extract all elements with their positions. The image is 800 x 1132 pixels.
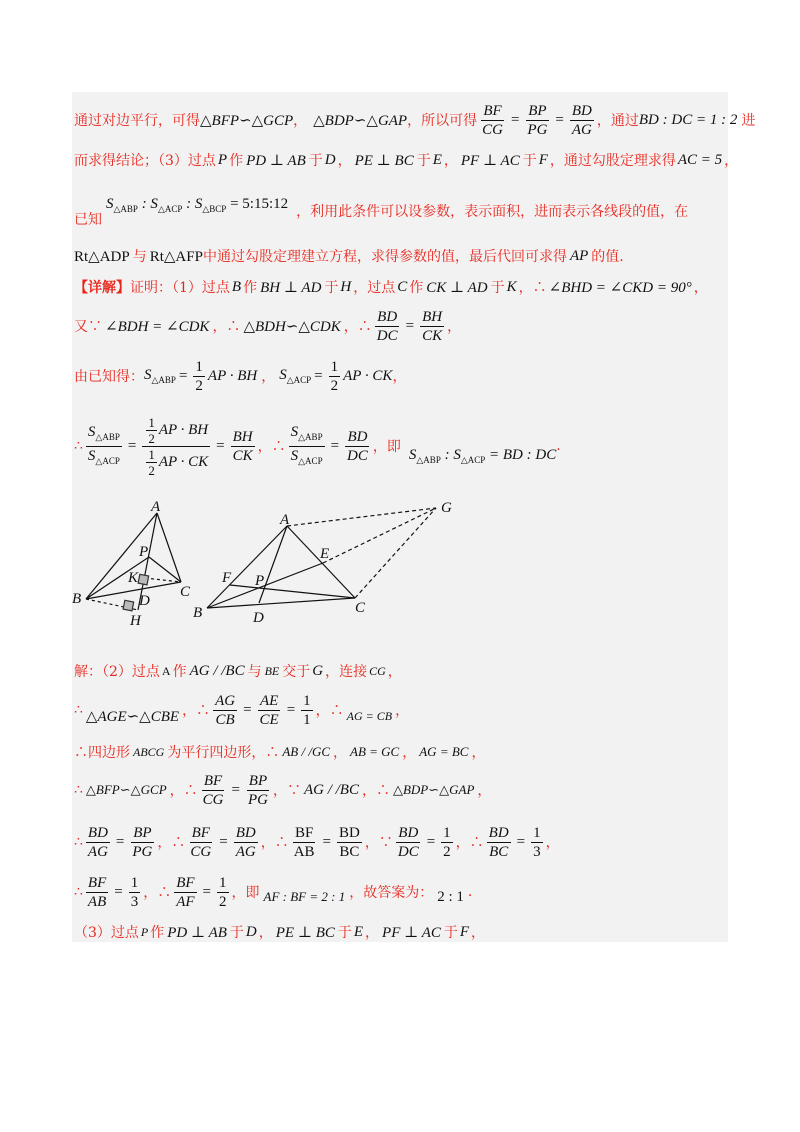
text: ，∴ [518,280,547,296]
math: △AGE∽△CBE [85,708,180,725]
text: 交于 [282,664,311,680]
label-K: K [128,570,139,586]
math: Rt△ADP [74,248,130,265]
text: 已知 [74,212,102,228]
math: E [432,151,442,168]
text: ，∴ [343,319,372,335]
math: PE ⊥ BC [275,924,335,941]
math: H [340,278,352,295]
fraction: $\frac{BD}{BC}$ [488,824,509,860]
label-C: C [180,584,191,600]
text: 作 [243,280,258,296]
text: 进 [741,113,756,129]
text: 而求得结论；（3）过点 [74,153,216,169]
math: BH ⊥ AD [260,279,322,296]
fraction: $\frac{BF}{AB}$ [87,874,107,910]
text: ，所以可得 [407,113,478,129]
text: . [467,884,473,900]
line-7: 由已知得： $S_{\triangle ABP}$ = $\frac{1}{2}$ AP · BH ， $S_{\triangle ACP}$ = $\frac{1}{2}$ AP · CK ， [74,358,407,394]
fraction: $\frac{BF}{AB}$ [293,824,315,860]
fraction: $\frac{AG}{CB}$ [215,692,236,728]
fraction: $\frac{BP}{PG}$ [527,102,548,138]
text: ， [443,153,458,169]
text: 于 [443,925,458,941]
fraction: $\frac{BP}{PG}$ [247,772,268,808]
math: BD : DC = 1 : 2 [638,111,738,128]
area-ratio: $S_{\triangle ABP}$ : $S_{\triangle ACP}$ : $S_{\triangle BCP}$ = 5:15:12 [106,195,289,214]
text: ∴ [74,884,83,900]
math: AP · BH [207,367,258,384]
line-9 [74,659,402,683]
fraction: $\frac{1}{2}$ [219,874,227,910]
line-12: ∴ △BFP∽△GCP ，∴ $\frac{BF}{CG}$ = $\frac{BP}{PG}$ ，∵ AG / /BC ，∴ △BDP∽△GAP ， [74,772,492,808]
fraction: $\frac{1}{2}$ [443,824,451,860]
text: ，即 [231,885,260,901]
math: △BFP∽△GCP [85,782,167,797]
text: ， [333,745,348,761]
figure-1 [86,513,181,611]
text: 于 [490,280,505,296]
math: AB = GC [350,744,400,759]
fraction: $\frac{1}{2}$ [195,358,203,394]
line-2 [74,148,738,172]
math: K [506,278,517,295]
fraction: $\frac{1}{3}$ [533,824,541,860]
math: BE [264,663,280,678]
fraction: $\frac{BD}{DC}$ [376,308,398,344]
fraction: $\frac{BD}{DC}$ [347,428,368,464]
text: 中通过勾股定理建立方程，求得参数的值，最后代回可求得 [202,249,567,265]
label-F: F [222,570,232,586]
label-B: B [193,605,203,621]
math: AG / /BC [189,662,245,679]
text: 与 [247,664,262,680]
text: ， [471,745,486,761]
text: ，∴ [260,835,289,851]
section-label: 【详解】 [74,280,130,296]
math: AG = BC [419,744,469,759]
text: ， [402,745,417,761]
math: D [245,923,257,940]
label-G: G [441,500,452,516]
label-D: D [253,610,264,626]
math: AP · CK [343,367,393,384]
text: ，即 [372,439,401,455]
fraction: $\frac{AE}{CE}$ [259,692,279,728]
math: △BFP∽△GCP [200,112,294,129]
fraction: $\frac{BF}{CG}$ [190,824,212,860]
math: AF : BF = 2 : 1 [263,889,346,904]
text: ，通过勾股定理求得 [549,153,676,169]
line-15 [74,920,485,944]
text: ，∴ [169,783,198,799]
text: （3）过点 [74,925,139,941]
fraction: $\frac{1}{2}$ [330,358,339,394]
fraction: $\frac{BF}{AF}$ [176,874,195,910]
math: AG = CB [346,708,393,723]
math: P [140,924,149,939]
math: PD ⊥ AB [246,152,306,169]
text: ， [293,113,308,129]
math: B [231,278,242,295]
text: ，∴ [455,835,484,851]
math: E [353,923,364,940]
text: 于 [522,153,537,169]
text: 解：（2）过点 [74,664,160,680]
fraction: $\frac{1}{1}$ [303,692,311,728]
label-H: H [130,613,141,629]
math: A [161,663,171,678]
text: 为平行四边形，∴ [167,745,280,761]
math: 2 : 1 [437,888,464,905]
label-C: C [355,600,366,616]
text: ∴ [74,782,83,798]
line-6: 又∵ ∠BDH = ∠CDK ，∴ △BDH∽△CDK ，∴ $\frac{BD}{DC}$ = $\frac{BH}{CK}$ ， [74,308,462,344]
text: ， [477,783,492,799]
text: ， [337,153,352,169]
math: PF ⊥ AC [382,924,441,941]
text: ， [395,703,410,719]
text: ，∴ [361,783,390,799]
math: G [312,662,324,679]
text: ∴四边形 [74,745,130,761]
label-A: A [280,512,290,528]
text: ， [258,925,273,941]
text: 于 [308,153,323,169]
label-P: P [139,544,149,560]
line-1: 通过对边平行，可得 △BFP∽△GCP ， △BDP∽△GAP ，所以可得 $\frac{BF}{CG}$ = $\frac{BP}{PG}$ = $\frac{BD}{AG}$ ，通过 BD : DC = 1 : 2 进 [74,102,756,138]
text: ， [392,369,407,385]
fraction: $\frac{BD}{BC}$ [339,824,360,860]
label-P: P [255,573,265,589]
text: ，通过 [596,113,639,129]
math: △BDP∽△GAP [392,782,475,797]
text: 作 [229,153,244,169]
text: . [556,438,561,454]
text: ，连接 [325,664,368,680]
math: AC = 5 [677,151,723,168]
fraction: $\frac{BD}{AG}$ [87,824,108,860]
text: ，过点 [353,280,396,296]
label-A: A [151,499,161,515]
text: 于 [324,280,339,296]
text: ∴ [74,438,83,454]
text: 与 [132,249,147,265]
text: ， [545,835,560,851]
fraction: $\frac{BH}{CK}$ [232,428,253,464]
line-4 [74,244,624,268]
text: ，∴ [157,835,186,851]
text: ，∴ [182,703,211,719]
fraction: $\frac{S_{\triangle ABP}}{S_{\triangle ACP}}$ [290,423,323,466]
math: F [459,923,470,940]
math: C [397,278,408,295]
fraction: $\frac{BF}{CG}$ [202,772,224,808]
text: ， [261,369,276,385]
text: 证明：（1）过点 [130,280,230,296]
line-14: ∴ $\frac{BF}{AB}$ = $\frac{1}{3}$ ，∴ $\frac{BF}{AF}$ = $\frac{1}{2}$ ，即 AF : BF = 2 : 1 ，故答案为： 2 : 1 . [74,874,473,910]
text: 于 [416,153,431,169]
fraction: $\frac{BD}{AG}$ [571,102,592,138]
math: AP [569,247,589,264]
fraction: $\frac{BP}{PG}$ [132,824,153,860]
fraction: $\frac{BH}{CK}$ [422,308,443,344]
fraction: $\frac{BF}{CG}$ [482,102,503,138]
line-10: ∴ △AGE∽△CBE ，∴ $\frac{AG}{CB}$ = $\frac{AE}{CE}$ = $\frac{1}{1}$ ，∴ AG = CB ， [74,692,410,728]
math: AG / /BC [303,781,359,798]
math: $S_{\triangle ABP}$ [144,366,176,385]
math: △BDP∽△GAP [313,112,408,129]
label-B: B [72,591,82,607]
math: $S_{\triangle ABP}$ : $S_{\triangle ACP}$ = BD : DC [408,446,557,465]
math: PD ⊥ AB [167,924,227,941]
text: 通过对边平行，可得 [74,113,200,129]
compound-fraction: $\frac{1}{2}$ AP · BH $\frac{1}{2}$ AP · CK [142,415,210,478]
math: F [538,151,548,168]
text: ，∴ [257,439,286,455]
math: ∠BDH = ∠CDK [105,318,210,335]
math: PF ⊥ AC [460,152,520,169]
text: ， [471,925,486,941]
line-8: ∴ $\frac{S_{\triangle ABP}}{S_{\triangle ACP}}$ = $\frac{1}{2}$ AP · BH $\frac{1}{2}$ AP · CK = $\frac{BH}{CK}$ ，∴ $\frac{S_{\triangle ABP}}{S_{\triangle ACP}}$ = $\frac{BD}{DC}$ ，即 $S_{\triangle ABP}$ : $S_{\triangle ACP}$ = BD : DC . [74,414,561,478]
text: ， [365,925,380,941]
math: CG [369,663,386,678]
line-3 [74,194,688,228]
math: D [324,151,336,168]
text: 的值. [591,249,624,265]
fraction: $\frac{S_{\triangle ABP}}{S_{\triangle ACP}}$ [87,423,120,466]
math: PE ⊥ BC [354,152,414,169]
fraction: $\frac{BD}{AG}$ [235,824,256,860]
fraction: $\frac{BD}{DC}$ [397,824,419,860]
text: ，利用此条件可以设参数，表示面积，进而表示各线段的值，在 [296,204,689,220]
text: ， [724,153,739,169]
text: 作 [172,664,187,680]
math: ∠BHD = ∠CKD = 90° [548,279,692,296]
line-5 [74,276,708,298]
math: △BDH∽△CDK [243,318,341,335]
math: Rt△AFP [149,248,203,265]
text: 作 [409,280,424,296]
line-13: ∴ $\frac{BD}{AG}$ = $\frac{BP}{PG}$ ，∴ $\frac{BF}{CG}$ = $\frac{BD}{AG}$ ，∴ $\frac{BF}{AB}$ = $\frac{BD}{BC}$ ，∵ $\frac{BD}{DC}$ = $\frac{1}{2}$ ，∴ $\frac{BD}{BC}$ = $\frac{1}{3}$ ， [74,824,560,860]
text: ∴ [74,834,83,850]
line-11 [74,740,485,764]
text: ，∴ [315,703,344,719]
text: 于 [337,925,352,941]
math: $S_{\triangle ACP}$ [279,366,312,385]
math: ABCG [133,744,165,759]
text: 于 [229,925,244,941]
text: ，故答案为： [349,885,434,901]
text: 由已知得： [74,369,144,385]
fraction: $\frac{1}{3}$ [130,874,139,910]
text: ， [693,280,708,296]
text: ，∵ [364,835,393,851]
math: AB / /GC [282,744,331,759]
text: 又∵ [74,319,102,335]
text: ，∴ [143,885,172,901]
text: ， [447,319,462,335]
math: CK ⊥ AD [426,279,488,296]
label-E: E [320,546,330,562]
text: ∴ [74,702,83,718]
label-D: D [139,593,150,609]
text: ， [387,664,402,680]
math: P [217,151,228,168]
text: ，∴ [212,319,241,335]
geometry-figures [0,495,800,635]
text: ，∵ [272,783,301,799]
text: 作 [150,925,165,941]
